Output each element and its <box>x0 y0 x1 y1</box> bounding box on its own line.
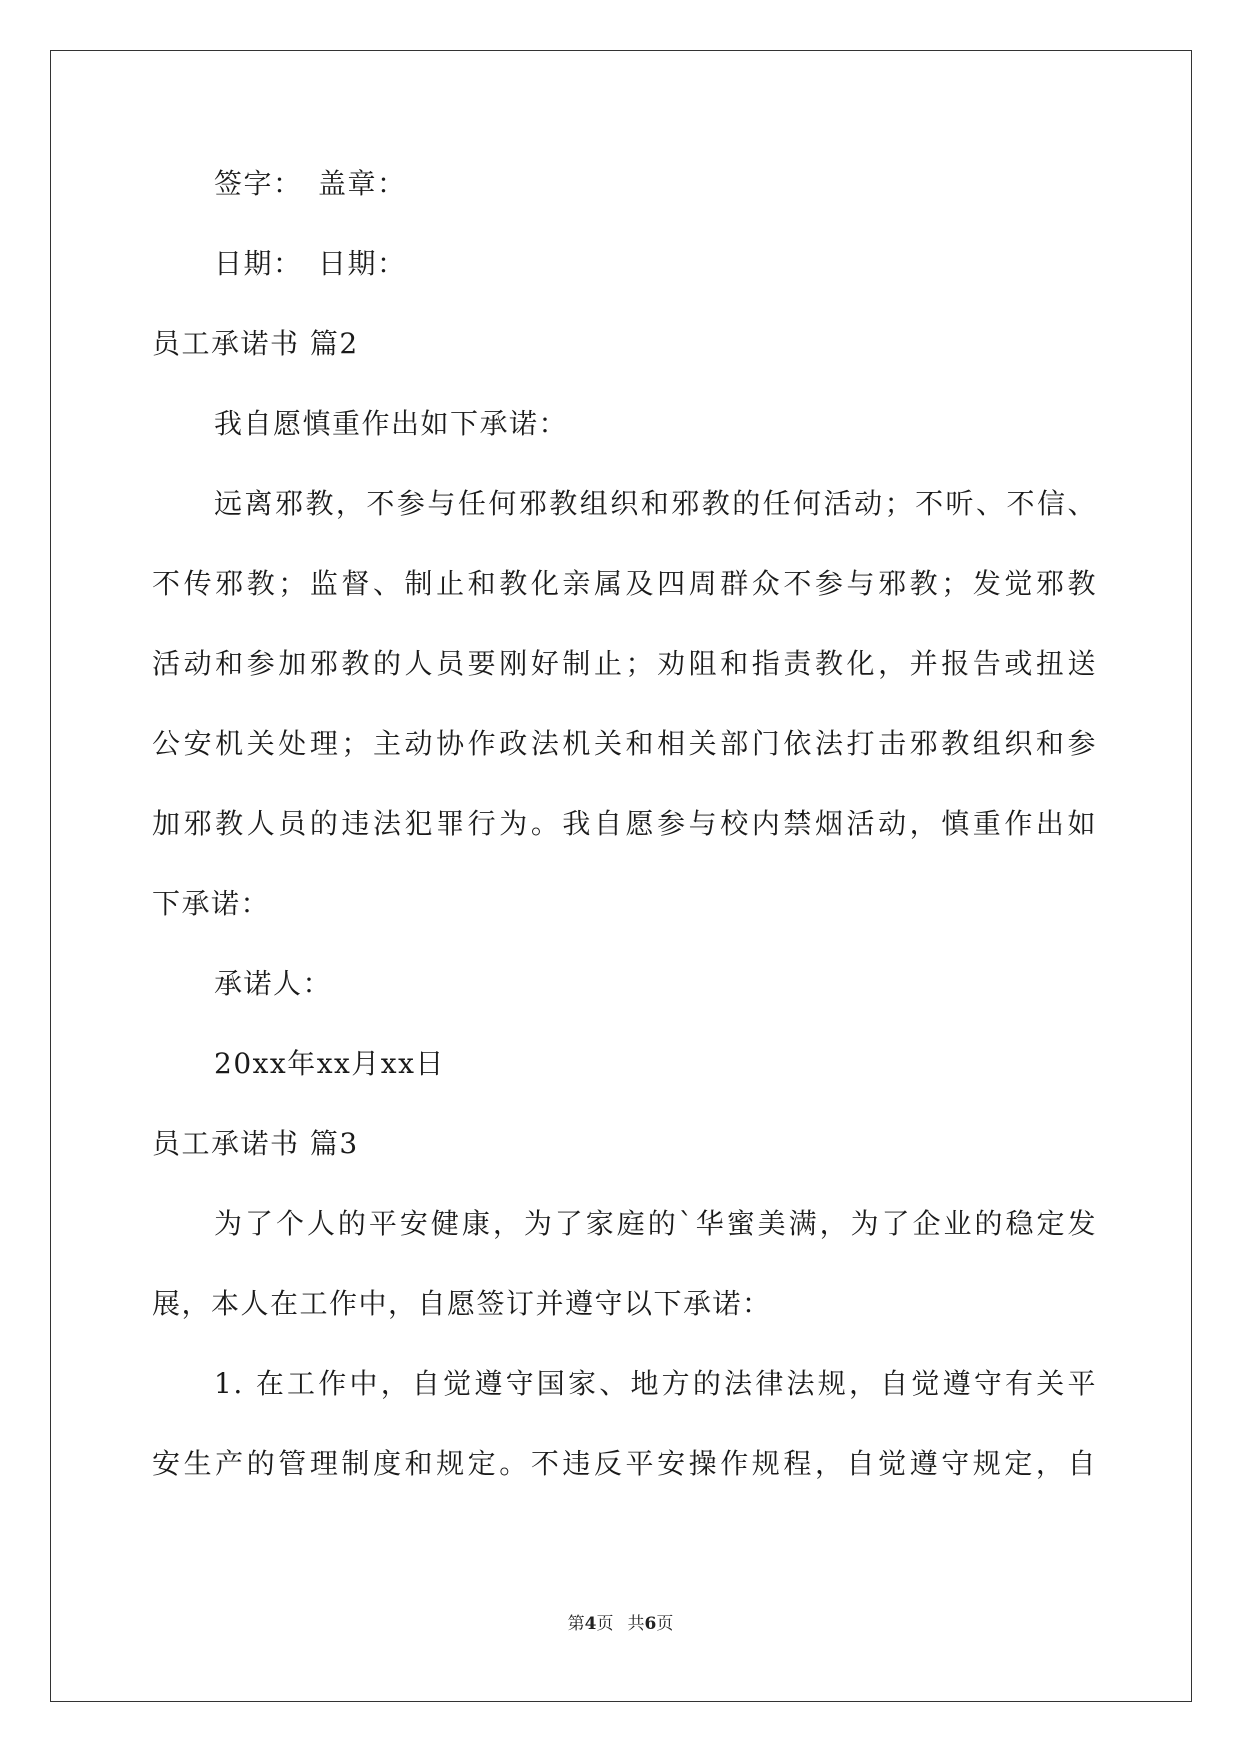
page-footer <box>0 1614 1241 1634</box>
date-line: 日期： 日期： <box>214 247 407 280</box>
paragraph-line: 安生产的管理制度和规定。不违反平安操作规程，自觉遵守规定，自 <box>152 1447 1097 1480</box>
footer-total-prefix: 共 <box>627 1614 645 1634</box>
paragraph-line: 加邪教人员的违法犯罪行为。我自愿参与校内禁烟活动，慎重作出如 <box>152 807 1097 840</box>
section-heading-3: 员工承诺书 篇3 <box>152 1127 359 1160</box>
paragraph-line: 1. 在工作中，自觉遵守国家、地方的法律法规，自觉遵守有关平 <box>214 1367 1097 1400</box>
date-placeholder-line: 20xx年xx月xx日 <box>214 1047 445 1080</box>
footer-page-current: 4 <box>584 1614 597 1634</box>
paragraph-line: 展，本人在工作中，自愿签订并遵守以下承诺： <box>152 1287 772 1320</box>
section-heading-2: 员工承诺书 篇2 <box>152 327 359 360</box>
paragraph-line: 活动和参加邪教的人员要刚好制止；劝阻和指责教化，并报告或扭送 <box>152 647 1097 680</box>
document-body <box>152 167 1097 1530</box>
footer-page-prefix: 第 <box>567 1614 585 1634</box>
promisor-line: 承诺人： <box>214 967 333 1000</box>
signature-line: 签字： 盖章： <box>214 167 407 200</box>
footer-total-suffix: 页 <box>656 1614 674 1634</box>
paragraph-line: 公安机关处理；主动协作政法机关和相关部门依法打击邪教组织和参 <box>152 727 1097 760</box>
footer-page-total: 6 <box>644 1614 657 1634</box>
paragraph-line: 为了个人的平安健康，为了家庭的`华蜜美满，为了企业的稳定发 <box>214 1207 1097 1240</box>
paragraph-line: 不传邪教；监督、制止和教化亲属及四周群众不参与邪教；发觉邪教 <box>152 567 1097 600</box>
paragraph-line: 我自愿慎重作出如下承诺： <box>214 407 569 440</box>
paragraph-line: 远离邪教，不参与任何邪教组织和邪教的任何活动；不听、不信、 <box>214 487 1097 520</box>
footer-page-suffix: 页 <box>596 1614 614 1634</box>
paragraph-line: 下承诺： <box>152 887 271 920</box>
